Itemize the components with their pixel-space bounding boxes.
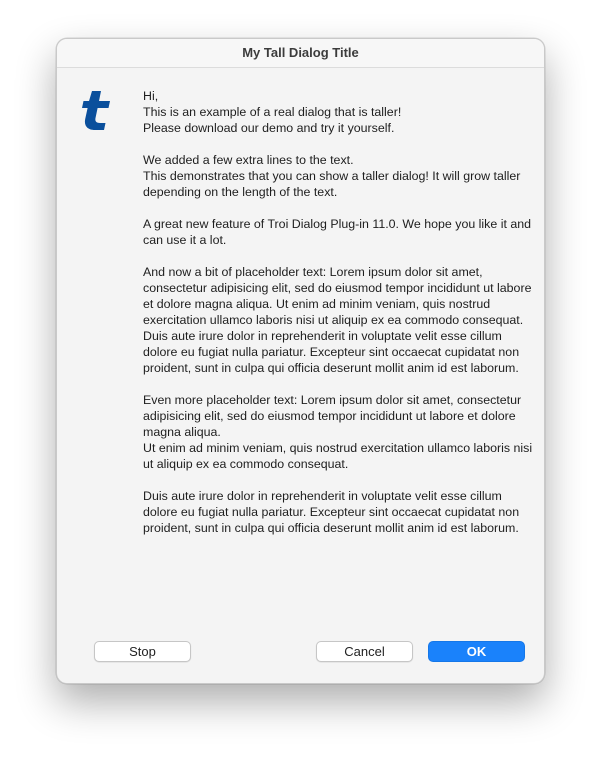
troi-t-logo-icon bbox=[79, 87, 121, 135]
ok-button[interactable]: OK bbox=[428, 641, 525, 662]
cancel-button[interactable]: Cancel bbox=[316, 641, 413, 662]
dialog-title: My Tall Dialog Title bbox=[57, 39, 544, 68]
message-paragraph: And now a bit of placeholder text: Lorem ipsum dolor sit amet, consectetur adipisicing elit, sed do eiusmod tempor incididunt ut labore et dolore magna aliqua. Ut enim ad minim veniam, quis nostrud exercitation ullamco laboris nisi ut aliquip ex ea commodo consequat. Duis aute irure dolor in reprehenderit in voluptate velit esse cillum dolore eu fugiat nulla pariatur. Excepteur sint occaecat cupidatat non proident, sunt in culpa qui officia deserunt mollit anim id est laborum. bbox=[143, 265, 532, 375]
dialog-message bbox=[143, 88, 535, 552]
stop-button[interactable]: Stop bbox=[94, 641, 191, 662]
message-paragraph: A great new feature of Troi Dialog Plug-in 11.0. We hope you like it and can use it a lot. bbox=[143, 217, 532, 247]
message-paragraph: Even more placeholder text: Lorem ipsum dolor sit amet, consectetur adipisicing elit, sed do eiusmod tempor incididunt ut labore et dolore magna aliqua. Ut enim ad minim veniam, quis nostrud exercitation ullamco laboris nisi ut aliquip ex ea commodo consequat. bbox=[143, 393, 533, 471]
message-paragraph: Hi, This is an example of a real dialog that is taller! Please download our demo and try it yourself. bbox=[143, 89, 402, 135]
message-paragraph: Duis aute irure dolor in reprehenderit in voluptate velit esse cillum dolore eu fugiat nulla pariatur. Excepteur sint occaecat cupidatat non proident, sunt in culpa qui officia deserunt mollit anim id est laborum. bbox=[143, 489, 520, 535]
dialog-window bbox=[56, 38, 545, 684]
message-paragraph: We added a few extra lines to the text. This demonstrates that you can show a taller dialog! It will grow taller depending on the length of the text. bbox=[143, 153, 521, 199]
